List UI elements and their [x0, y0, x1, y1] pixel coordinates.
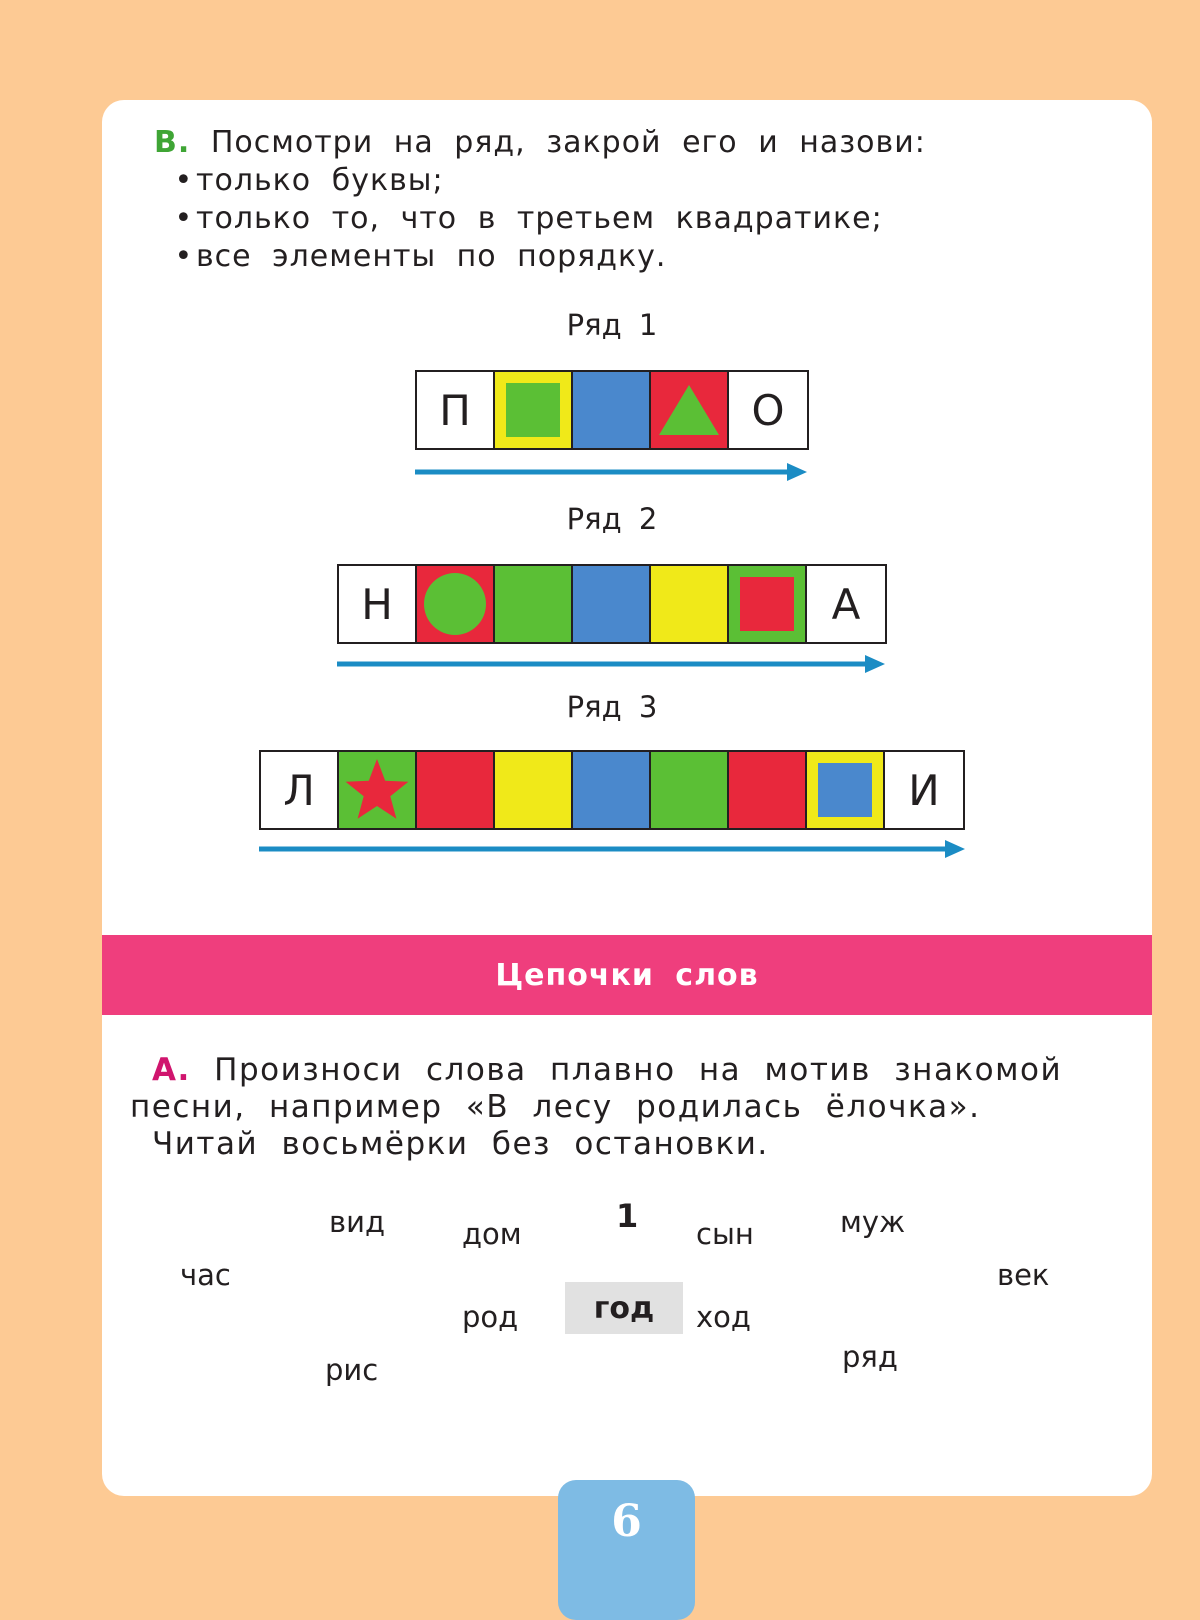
task-b-letter: В. — [154, 125, 191, 160]
bullet-text: только буквы; — [196, 163, 444, 198]
chain-word-vek: век — [997, 1258, 1050, 1292]
color-square — [495, 752, 573, 828]
chain-word-rod: род — [462, 1300, 519, 1334]
chain-word-chas: час — [180, 1258, 231, 1292]
letter-cell — [261, 752, 339, 828]
color-square — [417, 752, 495, 828]
cell-letter: Н — [361, 579, 393, 629]
bullet-text: все элементы по порядку. — [196, 239, 667, 274]
chain-word-khod: ход — [696, 1300, 751, 1334]
chain-center-word: год — [565, 1282, 683, 1334]
color-square — [573, 372, 651, 448]
row-3-label: Ряд 3 — [566, 690, 658, 724]
circle-cell — [417, 566, 495, 642]
chain-word-muzh: муж — [840, 1205, 906, 1239]
page-number: 6 — [558, 1480, 695, 1620]
chain-word-ryad: ряд — [842, 1340, 898, 1374]
square-cell — [495, 372, 573, 448]
color-square — [573, 566, 651, 642]
task-a-line3: Читай восьмёрки без остановки. — [152, 1126, 769, 1162]
cell-letter: И — [908, 765, 940, 815]
row-2-arrow — [337, 654, 887, 674]
bullet-item: •все элементы по порядку. — [154, 239, 667, 274]
row-1-label: Ряд 1 — [566, 308, 658, 342]
letter-cell — [807, 566, 885, 642]
square-cell — [729, 566, 807, 642]
star-cell — [339, 752, 417, 828]
square-icon — [495, 372, 571, 448]
cell-letter: П — [439, 385, 471, 435]
letter-cell — [885, 752, 963, 828]
row-2-strip — [337, 564, 887, 644]
cell-letter: А — [831, 579, 861, 629]
color-square — [651, 566, 729, 642]
task-b — [154, 124, 926, 276]
task-a-line1: Произноси слова плавно на мотив знакомой — [214, 1052, 1063, 1088]
square-cell — [807, 752, 885, 828]
chain-word-syn: сын — [696, 1217, 754, 1251]
chain-word-dom: дом — [462, 1217, 522, 1251]
star-icon — [339, 752, 415, 828]
color-square — [495, 566, 573, 642]
task-a-letter: А. — [152, 1052, 191, 1088]
chain-word-ris: рис — [325, 1353, 379, 1387]
square-icon — [729, 566, 805, 642]
row-3-strip — [259, 750, 965, 830]
section-banner: Цепочки слов — [102, 935, 1152, 1015]
row-3-arrow — [259, 839, 967, 859]
color-square — [573, 752, 651, 828]
task-a-line2: песни, например «В лесу родилась ёлочка». — [130, 1089, 981, 1125]
row-1-strip — [415, 370, 809, 450]
color-square — [729, 752, 807, 828]
triangle-cell — [651, 372, 729, 448]
task-a — [130, 1052, 1130, 1163]
letter-cell — [339, 566, 417, 642]
circle-icon — [417, 566, 493, 642]
triangle-icon — [651, 372, 727, 448]
letter-cell — [729, 372, 807, 448]
row-1-arrow — [415, 462, 809, 482]
chain-word-vid: вид — [329, 1205, 385, 1239]
bullet-item: •только то, что в третьем квадратике; — [154, 201, 883, 236]
letter-cell — [417, 372, 495, 448]
task-b-text: Посмотри на ряд, закрой его и назови: — [210, 125, 926, 160]
square-icon — [807, 752, 883, 828]
chain-number: 1 — [616, 1197, 639, 1235]
cell-letter: О — [751, 385, 785, 435]
cell-letter: Л — [283, 765, 315, 815]
bullet-item: •только буквы; — [154, 163, 444, 198]
row-2-label: Ряд 2 — [566, 502, 658, 536]
bullet-text: только то, что в третьем квадратике; — [196, 201, 883, 236]
color-square — [651, 752, 729, 828]
